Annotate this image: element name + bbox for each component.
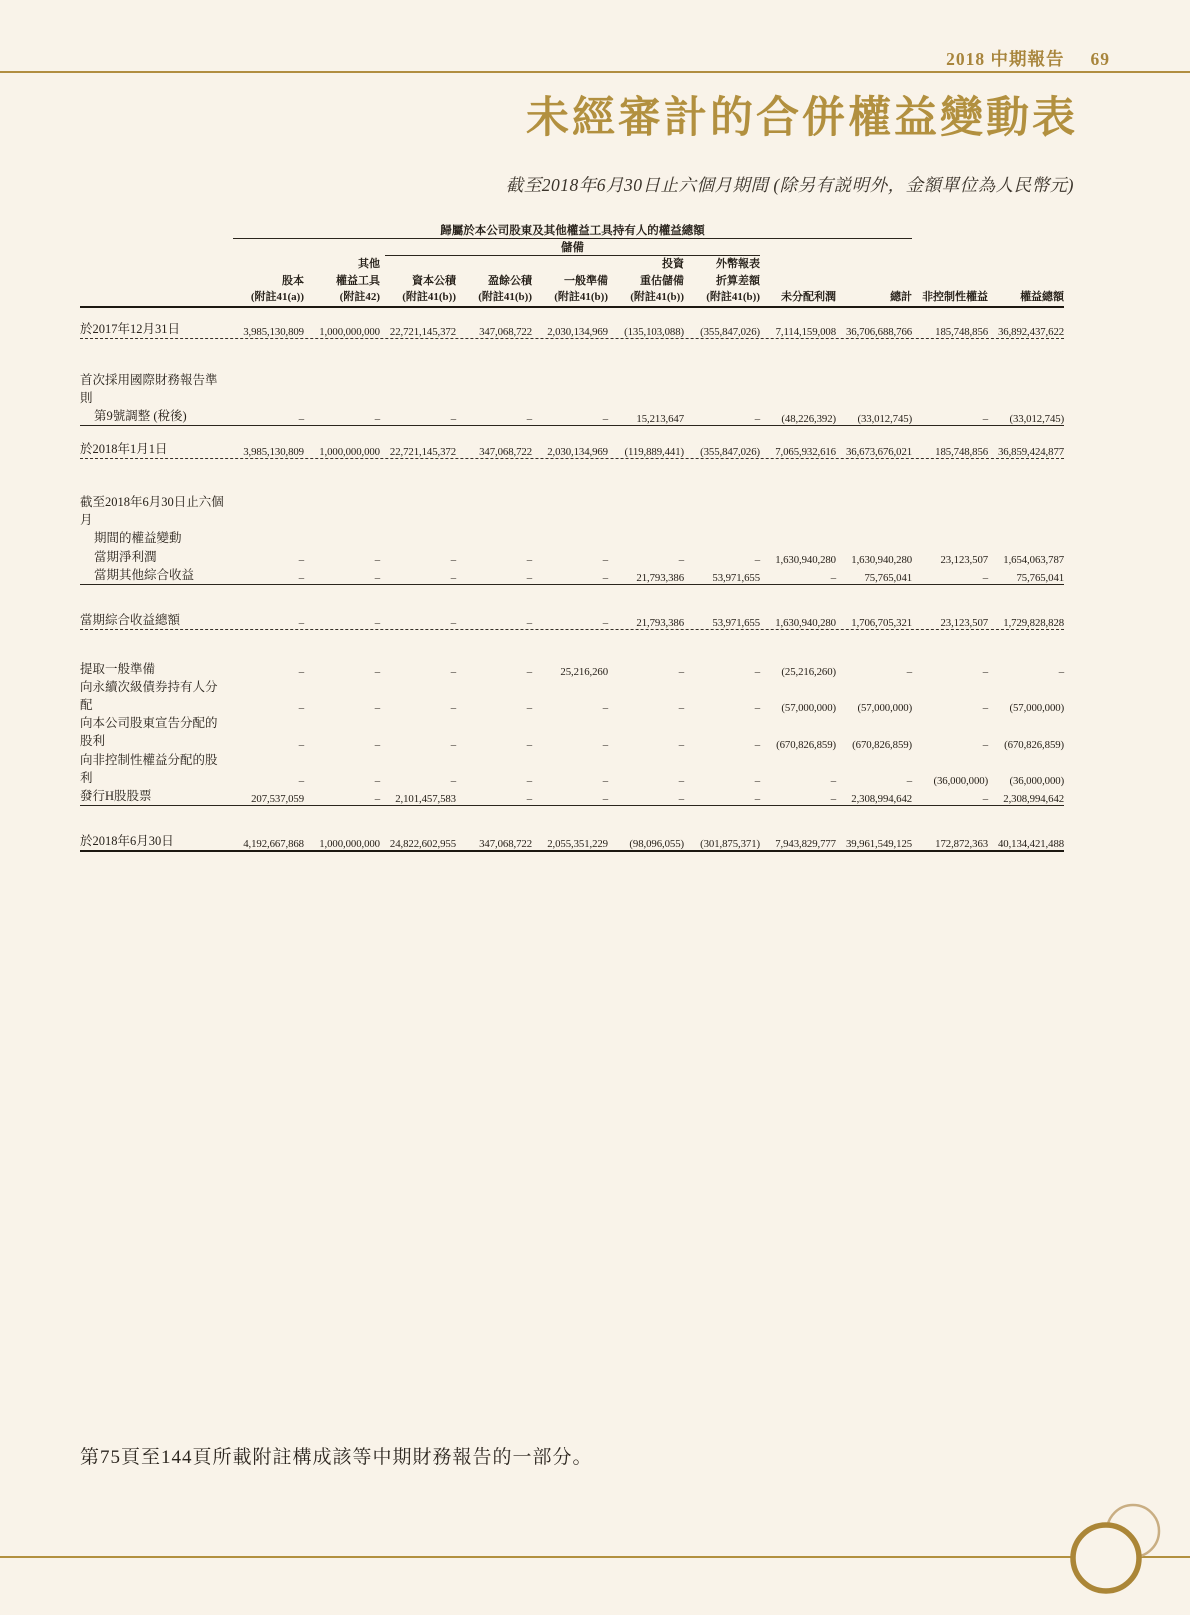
value-cell: – xyxy=(526,553,532,566)
col-header-line: (附註41(b)) xyxy=(554,291,608,303)
col-header-line: 總計 xyxy=(890,291,913,303)
value-cell: 1,654,063,787 xyxy=(1003,553,1065,566)
value-cell: – xyxy=(526,413,532,425)
value-cell: – xyxy=(526,616,532,629)
value-cell: 1,630,940,280 xyxy=(775,553,836,566)
empty-cell xyxy=(765,239,836,256)
col-header-total xyxy=(841,256,912,306)
row-label-line: 向非控制性權益分配的股利 xyxy=(80,752,218,785)
table-row xyxy=(80,678,1064,714)
value-cell: (135,103,088) xyxy=(624,325,684,338)
value-cell: – xyxy=(678,774,684,787)
col-header-general-reserve xyxy=(537,256,608,306)
value-cell: 22,721,145,372 xyxy=(389,446,456,459)
value-cell: 23,123,507 xyxy=(940,553,989,566)
value-cell: – xyxy=(374,616,380,629)
value-cell: 1,630,940,280 xyxy=(775,616,836,629)
table-row xyxy=(80,320,1064,338)
value-cell: (670,826,859) xyxy=(852,738,913,751)
logo-circle-large xyxy=(1073,1525,1139,1591)
col-header-line: 其他 xyxy=(358,258,380,270)
value-cell: (33,012,745) xyxy=(857,413,913,425)
value-cell: – xyxy=(602,413,608,425)
value-cell: (670,826,859) xyxy=(776,738,836,751)
value-cell: – xyxy=(450,738,456,751)
spacer-cell xyxy=(80,339,1064,371)
table-row xyxy=(80,493,1064,547)
value-cell: 24,822,602,955 xyxy=(389,838,456,850)
value-cell: 36,706,688,766 xyxy=(845,325,913,338)
value-cell: 21,793,386 xyxy=(636,616,684,629)
value-cell: 7,114,159,008 xyxy=(775,325,836,338)
row-label-line: 於2017年12月31日 xyxy=(80,321,181,336)
value-cell: 2,030,134,969 xyxy=(547,446,608,459)
value-cell: – xyxy=(526,666,532,678)
value-cell: – xyxy=(374,571,380,584)
col-header-other-equity-instruments xyxy=(309,256,380,306)
value-cell: 22,721,145,372 xyxy=(389,325,456,338)
value-cell: 21,793,386 xyxy=(636,571,684,584)
value-cell: – xyxy=(906,666,913,678)
spacer-row xyxy=(80,426,1064,440)
value-cell: 36,892,437,622 xyxy=(997,325,1065,338)
row-label-line: 於2018年1月1日 xyxy=(80,442,168,456)
value-cell: 185,748,856 xyxy=(935,325,989,338)
col-header-non-controlling-interests xyxy=(917,256,988,306)
value-cell: 1,000,000,000 xyxy=(319,838,380,850)
table-row xyxy=(80,751,1064,787)
value-cell: – xyxy=(374,666,380,678)
value-cell: (670,826,859) xyxy=(1004,738,1065,751)
row-label xyxy=(80,371,228,425)
empty-cell xyxy=(841,239,912,256)
top-rule xyxy=(0,71,1190,73)
footnote: 第75頁至144頁所載附註構成該等中期財務報告的一部分。 xyxy=(80,1447,593,1468)
value-cell: (57,000,000) xyxy=(1009,702,1065,715)
overlapping-circles-logo xyxy=(1020,1467,1190,1615)
value-cell: (36,000,000) xyxy=(1009,774,1065,787)
col-header-line: 非控制性權益 xyxy=(922,291,989,303)
value-cell: (48,226,392) xyxy=(781,413,836,425)
table-row xyxy=(80,787,1064,805)
col-header-line: 股本 xyxy=(282,274,304,287)
group-header-row xyxy=(80,222,1064,239)
value-cell: – xyxy=(374,553,380,566)
value-cell: 3,985,130,809 xyxy=(243,446,304,459)
page-title: 未經審計的合併權益變動表 xyxy=(526,95,1078,142)
col-header-investment-revaluation-reserve xyxy=(613,256,684,306)
value-cell: 185,748,856 xyxy=(935,446,989,459)
value-cell: 207,537,059 xyxy=(251,792,304,805)
value-cell: 172,872,363 xyxy=(935,838,989,850)
value-cell: – xyxy=(298,553,304,566)
value-cell: 1,729,828,828 xyxy=(1003,616,1065,629)
value-cell: 3,985,130,809 xyxy=(243,325,304,338)
table-row xyxy=(80,548,1064,566)
col-header-capital-reserve xyxy=(385,256,456,306)
value-cell: – xyxy=(1058,666,1065,678)
row-label xyxy=(80,714,228,750)
value-cell: – xyxy=(298,616,304,629)
equity-table-body xyxy=(80,222,1064,852)
value-cell: 4,192,667,868 xyxy=(243,838,304,850)
row-label-line: 向本公司股東宣告分配的股利 xyxy=(80,716,218,749)
page-subtitle: 截至2018年6月30日止六個月期間 (除另有説明外，金額單位為人民幣元) xyxy=(505,175,1074,195)
col-header-line: (附註41(b)) xyxy=(478,291,532,303)
spacer-row xyxy=(80,339,1064,371)
value-cell: 1,000,000,000 xyxy=(319,325,380,338)
row-label-line: 截至2018年6月30日止六個月 xyxy=(80,495,224,528)
empty-cell xyxy=(917,239,988,256)
col-header-surplus-reserve xyxy=(461,256,532,306)
spacer-cell xyxy=(80,426,1064,440)
row-label-line: 第9號調整 (稅後) xyxy=(94,408,187,423)
bottom-rule xyxy=(0,1556,1190,1558)
value-cell: – xyxy=(982,792,989,805)
value-cell: – xyxy=(298,702,304,715)
value-cell: (25,216,260) xyxy=(781,666,836,678)
value-cell: – xyxy=(754,666,760,678)
value-cell: (355,847,026) xyxy=(700,446,760,459)
value-cell: – xyxy=(450,702,456,715)
value-cell: 2,101,457,583 xyxy=(395,792,456,805)
col-header-line: 盈餘公積 xyxy=(488,274,532,287)
value-cell: – xyxy=(678,553,684,566)
column-header-row xyxy=(80,256,1064,306)
value-cell: – xyxy=(450,571,456,584)
col-header-line: 折算差額 xyxy=(716,274,760,287)
row-label xyxy=(80,566,228,584)
value-cell: 23,123,507 xyxy=(940,616,989,629)
masthead xyxy=(946,46,1110,71)
value-cell: 36,859,424,877 xyxy=(997,446,1065,459)
group-header-attributable: 歸屬於本公司股東及其他權益工具持有人的權益總額 xyxy=(233,222,912,239)
value-cell: – xyxy=(982,413,989,425)
group-header-row xyxy=(80,239,1064,256)
empty-cell xyxy=(993,239,1064,256)
empty-cell xyxy=(993,222,1064,239)
value-cell: – xyxy=(754,774,760,787)
value-cell: – xyxy=(526,792,532,805)
value-cell: (57,000,000) xyxy=(857,702,913,715)
row-label-line: 當期其他綜合收益 xyxy=(94,567,195,582)
value-cell: – xyxy=(298,738,304,751)
col-header-line: (附註41(b)) xyxy=(630,291,684,303)
spacer-cell xyxy=(80,585,1064,611)
value-cell: – xyxy=(450,666,456,678)
value-cell: – xyxy=(298,666,304,678)
value-cell: – xyxy=(906,774,913,787)
col-header-line: 重估儲備 xyxy=(640,274,684,287)
value-cell: 1,000,000,000 xyxy=(319,446,380,459)
value-cell: – xyxy=(982,571,989,584)
value-cell: – xyxy=(754,413,760,425)
value-cell: 15,213,647 xyxy=(636,413,684,425)
col-header-line: (附註41(a)) xyxy=(250,291,304,303)
spacer-row xyxy=(80,308,1064,320)
value-cell: – xyxy=(602,553,608,566)
value-cell: 347,068,722 xyxy=(479,446,532,459)
row-label-line: 當期淨利潤 xyxy=(94,549,157,564)
col-header-share-capital xyxy=(233,256,304,306)
row-label-line: 期間的權益變動 xyxy=(94,531,182,546)
col-header-line: (附註42) xyxy=(339,291,380,303)
value-cell: – xyxy=(754,553,760,566)
value-cell: 2,055,351,229 xyxy=(547,838,608,850)
value-cell: – xyxy=(374,702,380,715)
value-cell: 2,308,994,642 xyxy=(1003,792,1065,805)
value-cell: – xyxy=(754,738,760,751)
value-cell: – xyxy=(830,774,836,787)
table-row xyxy=(80,611,1064,629)
value-cell: – xyxy=(602,738,608,751)
value-cell: (301,875,371) xyxy=(700,838,760,850)
spacer-cell xyxy=(80,308,1064,320)
table-row xyxy=(80,566,1064,584)
col-header-line: (附註41(b)) xyxy=(402,291,456,303)
row-label-line: 發行H股股票 xyxy=(80,788,152,803)
value-cell: 36,673,676,021 xyxy=(845,446,913,459)
row-label xyxy=(80,832,228,850)
value-cell: – xyxy=(678,738,684,751)
spacer-cell xyxy=(80,806,1064,832)
spacer-row xyxy=(80,459,1064,493)
value-cell: – xyxy=(526,702,532,715)
value-cell: (119,889,441) xyxy=(624,446,684,459)
value-cell: 53,971,655 xyxy=(712,616,760,629)
value-cell: – xyxy=(602,774,608,787)
col-header-line: 權益總額 xyxy=(1020,291,1065,303)
table-row xyxy=(80,371,1064,425)
value-cell: 7,065,932,616 xyxy=(775,446,836,459)
value-cell: 25,216,260 xyxy=(560,666,608,678)
col-header-fx-translation-reserve xyxy=(689,256,760,306)
empty-cell xyxy=(80,239,228,256)
page-number: 69 xyxy=(1090,49,1110,69)
equity-table xyxy=(75,222,1069,852)
table-row xyxy=(80,440,1064,458)
value-cell: (98,096,055) xyxy=(629,838,684,850)
row-label-line: 向永續次級債券持有人分配 xyxy=(80,680,218,713)
value-cell: – xyxy=(298,413,304,425)
value-cell: (36,000,000) xyxy=(933,774,989,787)
empty-cell xyxy=(233,493,1064,547)
value-cell: – xyxy=(450,413,456,425)
value-cell: – xyxy=(602,616,608,629)
empty-cell xyxy=(917,222,988,239)
value-cell: 347,068,722 xyxy=(479,838,532,850)
value-cell: 2,030,134,969 xyxy=(547,325,608,338)
value-cell: 2,308,994,642 xyxy=(851,792,913,805)
value-cell: – xyxy=(602,571,608,584)
value-cell: – xyxy=(450,616,456,629)
col-header-line: 一般準備 xyxy=(564,274,608,287)
row-label-line: 於2018年6月30日 xyxy=(80,833,174,848)
col-header-retained-profits xyxy=(765,256,836,306)
value-cell: – xyxy=(374,738,380,751)
col-header-line: 未分配利潤 xyxy=(781,291,836,303)
value-cell: – xyxy=(830,792,836,805)
col-header-line: 投資 xyxy=(662,258,684,270)
col-header-line: 資本公積 xyxy=(412,274,456,287)
col-header-line: 外幣報表 xyxy=(716,258,760,270)
empty-cell xyxy=(309,239,380,256)
row-label xyxy=(80,787,228,805)
value-cell: – xyxy=(450,774,456,787)
value-cell: – xyxy=(298,774,304,787)
table-row xyxy=(80,714,1064,750)
value-cell: 39,961,549,125 xyxy=(845,838,913,850)
row-label xyxy=(80,660,228,678)
spacer-cell xyxy=(80,459,1064,493)
value-cell: – xyxy=(374,792,380,805)
value-cell: – xyxy=(754,702,760,715)
value-cell: 75,765,041 xyxy=(1016,571,1065,584)
col-header-line: (附註41(b)) xyxy=(706,291,760,303)
value-cell: – xyxy=(526,738,532,751)
value-cell: 1,630,940,280 xyxy=(851,553,913,566)
row-label xyxy=(80,320,228,338)
value-cell: (33,012,745) xyxy=(1009,413,1065,425)
row-label xyxy=(80,493,228,547)
value-cell: – xyxy=(982,666,989,678)
value-cell: – xyxy=(602,702,608,715)
value-cell: – xyxy=(754,792,760,805)
col-header-empty xyxy=(80,256,228,306)
value-cell: – xyxy=(678,702,684,715)
row-label xyxy=(80,440,228,458)
value-cell: – xyxy=(678,666,684,678)
value-cell: 53,971,655 xyxy=(712,571,760,584)
value-cell: 1,706,705,321 xyxy=(851,616,913,629)
value-cell: – xyxy=(374,774,380,787)
rule-thick-row xyxy=(80,850,1064,852)
value-cell: – xyxy=(982,738,989,751)
group-header-reserves: 儲備 xyxy=(385,239,760,256)
row-label xyxy=(80,751,228,787)
row-label-line: 當期綜合收益總額 xyxy=(80,612,181,627)
value-cell: – xyxy=(602,792,608,805)
spacer-row xyxy=(80,585,1064,611)
value-cell: 347,068,722 xyxy=(479,325,532,338)
table-row xyxy=(80,660,1064,678)
value-cell: – xyxy=(374,413,380,425)
spacer-row xyxy=(80,806,1064,832)
value-cell: (355,847,026) xyxy=(700,325,760,338)
row-label xyxy=(80,678,228,714)
value-cell: – xyxy=(526,571,532,584)
value-cell: – xyxy=(678,792,684,805)
row-label-line: 首次採用國際財務報告準則 xyxy=(80,372,218,405)
value-cell: – xyxy=(450,553,456,566)
report-name: 2018 中期報告 xyxy=(946,49,1065,69)
spacer-cell xyxy=(80,630,1064,660)
value-cell: – xyxy=(830,571,836,584)
value-cell: – xyxy=(982,702,989,715)
value-cell: 75,765,041 xyxy=(864,571,913,584)
value-cell: – xyxy=(298,571,304,584)
col-header-total-equity xyxy=(993,256,1064,306)
value-cell: 7,943,829,777 xyxy=(775,838,836,850)
row-label-line: 提取一般準備 xyxy=(80,661,156,676)
rule-cell xyxy=(80,850,1064,852)
row-label xyxy=(80,548,228,566)
table-row xyxy=(80,832,1064,850)
value-cell: (57,000,000) xyxy=(781,702,836,715)
row-label xyxy=(80,611,228,629)
spacer-row xyxy=(80,630,1064,660)
empty-cell xyxy=(233,239,304,256)
empty-cell xyxy=(80,222,228,239)
col-header-line: 權益工具 xyxy=(336,274,380,287)
value-cell: 40,134,421,488 xyxy=(997,838,1065,850)
value-cell: – xyxy=(526,774,532,787)
